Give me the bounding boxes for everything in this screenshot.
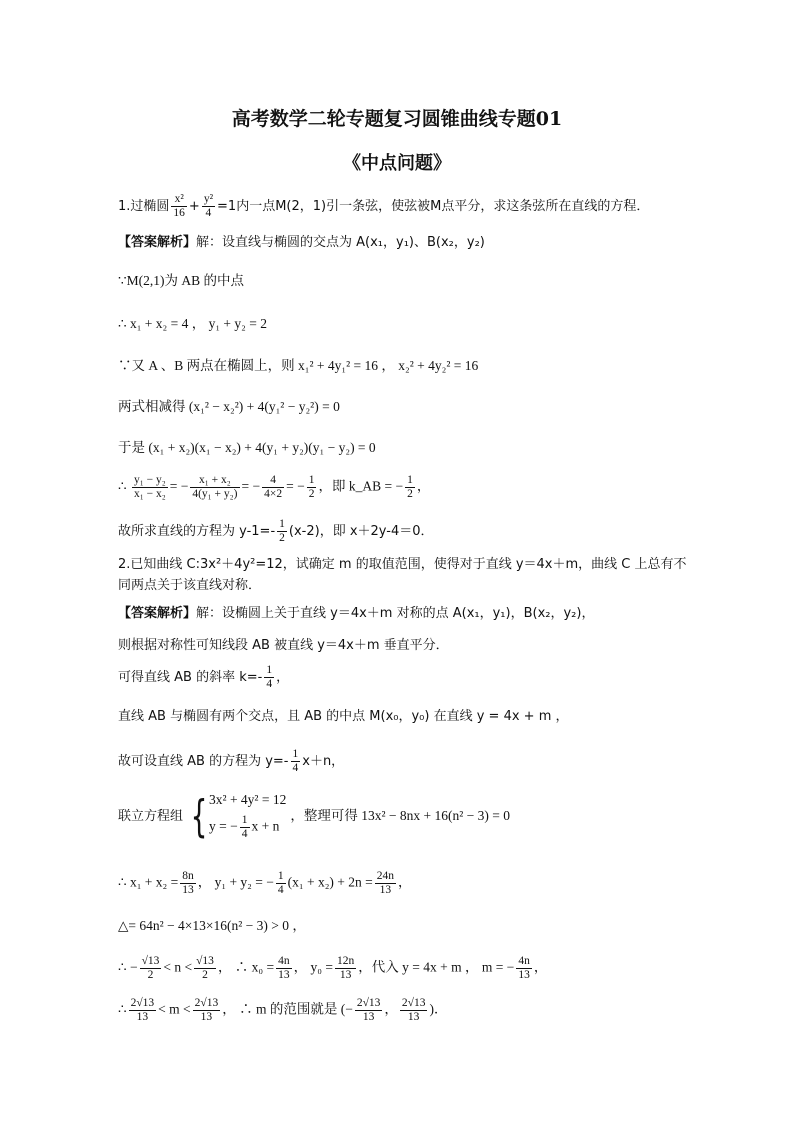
question-2-line-2: 同两点关于该直线对称．: [118, 578, 262, 593]
equation-text: =1: [217, 199, 237, 214]
answer-2-line-1: 【答案解析】解：设椭圆上关于直线 y＝4x＋m 对称的点 A(x₁，y₁)，B(x₂，y₂)，: [118, 606, 595, 621]
equation-system: { 3x² + 4y² = 12 y = − $\frac{1}{4}$ x + n: [190, 790, 287, 842]
fraction: $\frac{1}{2}$: [407, 474, 413, 500]
fraction: $\frac{4}{4\times 2}$: [264, 474, 283, 500]
answer-2-line-8: △= 64n² − 4×13×16(n² − 3) > 0 ，: [118, 918, 306, 933]
fraction: $\frac{4n}{13}$: [278, 955, 290, 981]
question-2-line-1: 2.已知曲线 C:3x²＋4y²=12，试确定 m 的取值范围，使得对于直线 y＝4x＋m，曲线 C 上总有不: [118, 557, 687, 572]
answer-2-line-2: 则根据对称性可知线段 AB 被直线 y＝4x＋m 垂直平分．: [118, 638, 449, 653]
fraction: $\frac{\text{y²}}{4}$: [203, 193, 214, 219]
brace-icon: {: [190, 790, 208, 842]
fraction: $\frac{√13}{2}$: [141, 955, 160, 981]
question-1: 1.过椭圆 $\frac{\text{x²}}{16}$ + $\frac{\text{y²}}{4}$ =1内一点M(2，1)引一条弦，使弦被M点平分，求这条弦所在直线的方程．: [118, 193, 650, 219]
answer-2-line-7: ∴ x₁ + x₂ = $\frac{8n}{13}$ ， y₁ + y₂ = − $\frac{1}{4}$ (x₁ + x₂) + 2n = $\frac{24n}{13}$ ，: [118, 870, 412, 896]
fraction: $\frac{4n}{13}$: [518, 955, 530, 981]
page-title: 高考数学二轮专题复习圆锥曲线专题01: [231, 108, 563, 130]
fraction: $\frac{1}{4}$: [266, 664, 273, 690]
fraction: $\frac{1}{4}$: [292, 748, 299, 774]
answer-2-line-9: ∴ − $\frac{√13}{2}$ < n < $\frac{√13}{2}$ ， ∴ x₀ = $\frac{4n}{13}$ ， y₀ = $\frac{12n}{13}$ ，代入 y = 4x + m ， m = − $\frac{4n}{13}$ ，: [118, 955, 548, 981]
answer-tag: 【答案解析】: [118, 606, 197, 621]
fraction: $\frac{2√13}{13}$: [130, 997, 155, 1023]
answer-1-line-2: ∵M(2,1)为 AB 的中点: [118, 273, 244, 288]
fraction: $\frac{2√13}{13}$: [194, 997, 219, 1023]
fraction: $\frac{24n}{13}$: [376, 870, 394, 896]
fraction: $\frac{\text{y₁ − y₂}}{\text{x₁ − x₂}}$: [133, 474, 166, 500]
answer-2-line-6: 联立方程组 { 3x² + 4y² = 12 y = − $\frac{1}{4}$ x + n ，整理可得 13x² − 8nx + 16(n² − 3) = 0: [118, 790, 511, 842]
fraction: $\frac{1}{4}$: [277, 870, 284, 896]
fraction: $\frac{8n}{13}$: [182, 870, 194, 896]
fraction: $\frac{2√13}{13}$: [401, 997, 426, 1023]
fraction: $\frac{√13}{2}$: [196, 955, 214, 981]
question-text: 过椭圆: [130, 199, 170, 214]
answer-tag: 【答案解析】: [118, 235, 197, 250]
answer-2-line-3: 可得直线 AB 的斜率 k=- $\frac{1}{4}$ ，: [118, 664, 290, 690]
fraction: $\frac{1}{2}$: [279, 518, 285, 544]
fraction: $\frac{2√13}{13}$: [356, 997, 381, 1023]
answer-text: 解：设直线与椭圆的交点为 A(x₁，y₁)、B(x₂，y₂): [196, 235, 485, 250]
question-number: 1.: [118, 199, 131, 214]
answer-1-line-7: ∴ $\frac{\text{y₁ − y₂}}{\text{x₁ − x₂}}$ = − $\frac{\text{x₁ + x₂}}{\text{4(y₁ + y₂)}}$ = − $\frac{4}{4\times 2}$ = − $\frac{1}{2}$ ，即 k_AB = − $\frac{1}{2}$ ，: [118, 474, 431, 500]
answer-1-line-4: ∵又 A 、B 两点在椭圆上，则 x₁² + 4y₁² = 16 ， x₂² + 4y₂² = 16: [118, 358, 479, 373]
fraction: $\frac{1}{4}$: [241, 814, 248, 840]
answer-1-line-1: [118, 235, 485, 251]
answer-1-line-5: 两式相减得 (x₁² − x₂²) + 4(y₁² − y₂²) = 0: [118, 399, 340, 414]
fraction: $\frac{1}{2}$: [308, 474, 315, 500]
question-text: 内一点M(2，1)引一条弦，使弦被M点平分，求这条弦所在直线的方程．: [236, 199, 650, 214]
fraction: $\frac{\text{x²}}{16}$: [173, 193, 185, 219]
question-number: 2.: [118, 557, 131, 572]
answer-1-line-8: 故所求直线的方程为 y-1=- $\frac{1}{2}$ (x-2)，即 x＋2y-4＝0．: [118, 518, 434, 544]
answer-2-line-4: 直线 AB 与椭圆有两个交点，且 AB 的中点 M(x₀，y₀) 在直线 y = 4x + m ，: [118, 709, 569, 724]
answer-2-line-5: 故可设直线 AB 的方程为 y=- $\frac{1}{4}$ x＋n，: [118, 748, 345, 774]
page-subtitle: 《中点问题》: [343, 153, 451, 174]
answer-2-line-10: ∴ $\frac{2√13}{13}$ < m < $\frac{2√13}{13}$ ， ∴ m 的范围就是 (− $\frac{2√13}{13}$ ， $\frac{2√13}{13}$ )．: [118, 997, 448, 1023]
fraction: $\frac{12n}{13}$: [336, 955, 355, 981]
answer-1-line-3: ∴ x₁ + x₂ = 4 ， y₁ + y₂ = 2: [118, 316, 267, 331]
answer-1-line-6: 于是 (x₁ + x₂)(x₁ − x₂) + 4(y₁ + y₂)(y₁ − y₂) = 0: [118, 440, 376, 455]
fraction: $\frac{\text{x₁ + x₂}}{\text{4(y₁ + y₂)}}$: [192, 474, 238, 500]
